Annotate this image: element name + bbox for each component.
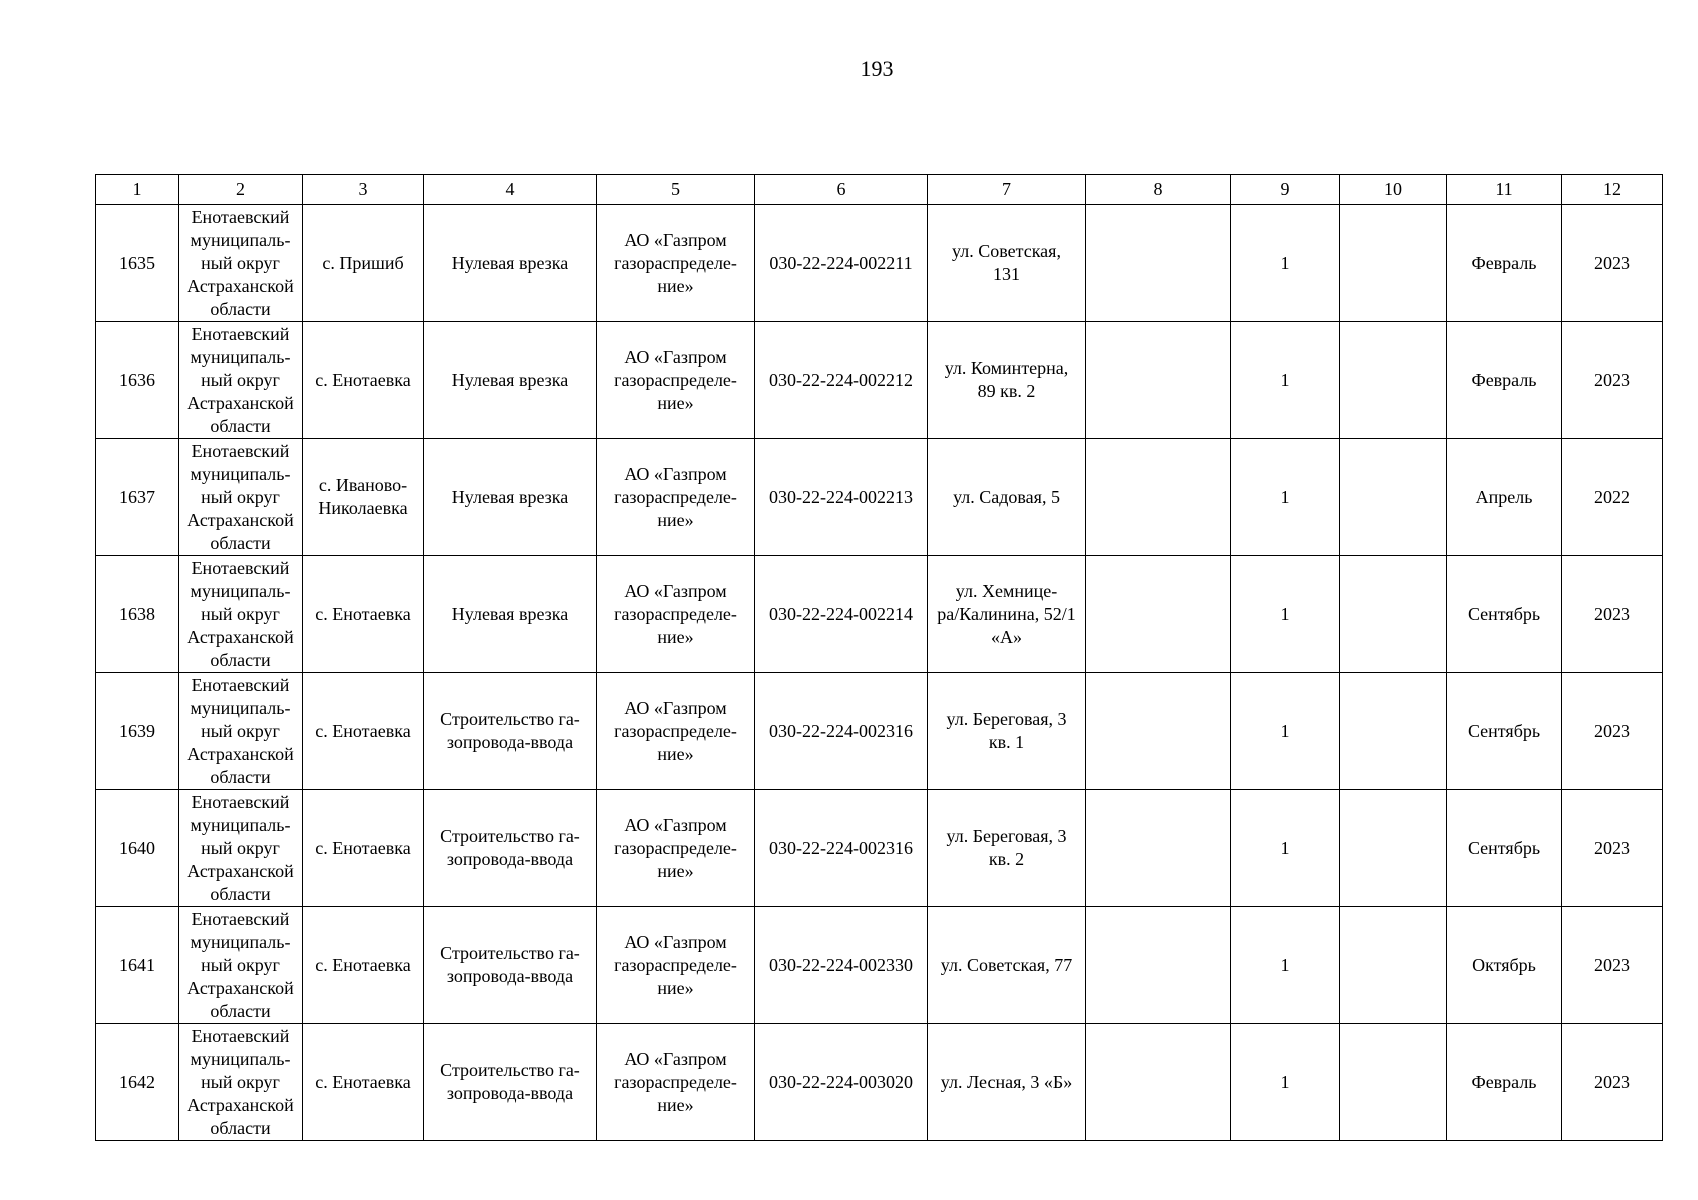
- work-type-cell-line: Строительство га-: [440, 943, 580, 963]
- table-header: [96, 175, 1663, 205]
- district-cell-line: Астраханской: [187, 509, 294, 530]
- organization-cell-line: АО «Газпром: [624, 1048, 727, 1069]
- row-number-cell: 1636: [96, 322, 179, 439]
- column-8-cell: [1086, 439, 1231, 556]
- organization-cell-line: ние»: [657, 275, 694, 296]
- district-cell-line: области: [210, 532, 271, 553]
- month-cell: Сентябрь: [1447, 790, 1562, 907]
- count-cell: 1: [1231, 439, 1340, 556]
- address-cell-line: 131: [993, 264, 1020, 284]
- work-type-cell: [424, 673, 597, 790]
- column-10-cell: [1340, 205, 1447, 322]
- column-8-cell: [1086, 790, 1231, 907]
- settlement-cell-line: с. Енотаевка: [315, 369, 411, 390]
- column-10-cell: [1340, 673, 1447, 790]
- count-cell: 1: [1231, 205, 1340, 322]
- month-cell: Сентябрь: [1447, 556, 1562, 673]
- year-cell: 2023: [1562, 322, 1663, 439]
- address-cell: [928, 790, 1086, 907]
- column-8-cell: [1086, 907, 1231, 1024]
- month-cell: Февраль: [1447, 205, 1562, 322]
- settlement-cell: [303, 205, 424, 322]
- column-header: 8: [1086, 175, 1231, 205]
- district-cell-line: ный округ: [201, 369, 280, 390]
- district-cell-line: Астраханской: [187, 743, 294, 764]
- organization-cell-line: ние»: [657, 977, 694, 998]
- column-header: 3: [303, 175, 424, 205]
- header-row: [96, 175, 1663, 205]
- address-cell-line: ул. Коминтерна,: [944, 358, 1069, 378]
- table-row: [96, 907, 1663, 1024]
- organization-cell-line: ние»: [657, 626, 694, 647]
- work-type-cell-line: Строительство га-: [440, 826, 580, 846]
- district-cell-line: муниципаль-: [190, 814, 291, 835]
- work-type-cell: [424, 205, 597, 322]
- address-cell-line: ул. Советская,: [952, 241, 1061, 261]
- year-cell: 2023: [1562, 673, 1663, 790]
- district-cell-line: муниципаль-: [190, 1048, 291, 1069]
- organization-cell-line: газораспределе-: [614, 1071, 737, 1092]
- settlement-cell-line: с. Енотаевка: [315, 837, 411, 858]
- table-body: [96, 205, 1663, 1141]
- address-cell-line: ра/Калинина, 52/1: [937, 603, 1076, 624]
- column-10-cell: [1340, 556, 1447, 673]
- column-8-cell: [1086, 556, 1231, 673]
- object-code-cell: 030-22-224-002212: [755, 322, 928, 439]
- district-cell-line: области: [210, 649, 271, 670]
- district-cell-line: Астраханской: [187, 275, 294, 296]
- work-type-cell: [424, 439, 597, 556]
- address-cell-line: ул. Советская, 77: [940, 954, 1073, 975]
- column-header: 12: [1562, 175, 1663, 205]
- district-cell-line: муниципаль-: [190, 580, 291, 601]
- district-cell-line: муниципаль-: [190, 463, 291, 484]
- address-cell: [928, 907, 1086, 1024]
- column-10-cell: [1340, 322, 1447, 439]
- work-type-cell: [424, 322, 597, 439]
- district-cell-line: области: [210, 415, 271, 436]
- work-type-cell-line: Нулевая врезка: [451, 603, 569, 624]
- work-type-cell-line: зопровода-ввода: [446, 966, 574, 986]
- table-row: [96, 673, 1663, 790]
- object-code-cell: 030-22-224-002211: [755, 205, 928, 322]
- organization-cell-line: ние»: [657, 860, 694, 881]
- row-number-cell: 1639: [96, 673, 179, 790]
- district-cell-line: ный округ: [201, 954, 280, 975]
- work-type-cell-line: Нулевая врезка: [451, 369, 569, 390]
- district-cell: [179, 322, 303, 439]
- column-10-cell: [1340, 1024, 1447, 1141]
- column-header: 6: [755, 175, 928, 205]
- organization-cell-line: АО «Газпром: [624, 346, 727, 367]
- column-8-cell: [1086, 205, 1231, 322]
- column-header: 10: [1340, 175, 1447, 205]
- organization-cell-line: АО «Газпром: [624, 814, 727, 835]
- address-cell-line: ул. Береговая, 3: [946, 826, 1067, 846]
- column-10-cell: [1340, 907, 1447, 1024]
- settlement-cell-line: с. Пришиб: [322, 252, 404, 273]
- district-cell-line: Астраханской: [187, 1094, 294, 1115]
- settlement-cell: [303, 556, 424, 673]
- settlement-cell-line: с. Енотаевка: [315, 954, 411, 975]
- table-row: [96, 1024, 1663, 1141]
- district-cell-line: области: [210, 298, 271, 319]
- organization-cell-line: газораспределе-: [614, 837, 737, 858]
- district-cell-line: Енотаевский: [191, 1025, 290, 1046]
- district-cell-line: Енотаевский: [191, 908, 290, 929]
- settlement-cell-line: с. Иваново-: [318, 475, 408, 495]
- address-cell-line: ул. Хемнице-: [955, 580, 1058, 601]
- object-code-cell: 030-22-224-002213: [755, 439, 928, 556]
- district-cell-line: Енотаевский: [191, 323, 290, 344]
- organization-cell: [597, 907, 755, 1024]
- month-cell: Сентябрь: [1447, 673, 1562, 790]
- address-cell-line: кв. 2: [988, 849, 1025, 869]
- month-cell: Октябрь: [1447, 907, 1562, 1024]
- district-cell-line: Астраханской: [187, 392, 294, 413]
- district-cell-line: ный округ: [201, 837, 280, 858]
- district-cell-line: области: [210, 766, 271, 787]
- count-cell: 1: [1231, 556, 1340, 673]
- work-type-cell-line: Нулевая врезка: [451, 486, 569, 507]
- organization-cell: [597, 790, 755, 907]
- district-cell-line: Астраханской: [187, 977, 294, 998]
- object-code-cell: 030-22-224-002316: [755, 673, 928, 790]
- row-number-cell: 1638: [96, 556, 179, 673]
- address-cell: [928, 673, 1086, 790]
- year-cell: 2023: [1562, 790, 1663, 907]
- settlement-cell-line: с. Енотаевка: [315, 1071, 411, 1092]
- column-header: 2: [179, 175, 303, 205]
- work-type-cell: [424, 1024, 597, 1141]
- settlement-cell-line: Николаевка: [318, 498, 408, 518]
- district-cell-line: Енотаевский: [191, 440, 290, 461]
- district-cell-line: муниципаль-: [190, 697, 291, 718]
- district-cell-line: Астраханской: [187, 860, 294, 881]
- organization-cell: [597, 556, 755, 673]
- district-cell-line: Енотаевский: [191, 557, 290, 578]
- organization-cell-line: газораспределе-: [614, 252, 737, 273]
- address-cell-line: ул. Береговая, 3: [946, 709, 1067, 729]
- district-cell-line: муниципаль-: [190, 346, 291, 367]
- table-row: [96, 322, 1663, 439]
- organization-cell-line: газораспределе-: [614, 486, 737, 507]
- column-header: 4: [424, 175, 597, 205]
- registry-table: [95, 174, 1663, 1141]
- row-number-cell: 1640: [96, 790, 179, 907]
- column-header: 7: [928, 175, 1086, 205]
- district-cell-line: муниципаль-: [190, 931, 291, 952]
- organization-cell-line: газораспределе-: [614, 954, 737, 975]
- organization-cell: [597, 205, 755, 322]
- settlement-cell: [303, 322, 424, 439]
- district-cell: [179, 907, 303, 1024]
- organization-cell-line: ние»: [657, 509, 694, 530]
- address-cell: [928, 556, 1086, 673]
- address-cell-line: 89 кв. 2: [977, 381, 1036, 401]
- work-type-cell-line: Строительство га-: [440, 1060, 580, 1080]
- district-cell: [179, 1024, 303, 1141]
- address-cell-line: кв. 1: [988, 732, 1025, 752]
- column-8-cell: [1086, 1024, 1231, 1141]
- organization-cell: [597, 1024, 755, 1141]
- address-cell-line: «А»: [991, 626, 1022, 647]
- column-header: 11: [1447, 175, 1562, 205]
- month-cell: Февраль: [1447, 1024, 1562, 1141]
- work-type-cell: [424, 556, 597, 673]
- address-cell-line: ул. Лесная, 3 «Б»: [940, 1071, 1073, 1092]
- organization-cell-line: ние»: [657, 1094, 694, 1115]
- column-10-cell: [1340, 790, 1447, 907]
- work-type-cell: [424, 790, 597, 907]
- settlement-cell: [303, 907, 424, 1024]
- organization-cell-line: газораспределе-: [614, 720, 737, 741]
- work-type-cell-line: зопровода-ввода: [446, 1083, 574, 1103]
- table-row: [96, 439, 1663, 556]
- district-cell: [179, 205, 303, 322]
- month-cell: Февраль: [1447, 322, 1562, 439]
- organization-cell: [597, 673, 755, 790]
- organization-cell-line: АО «Газпром: [624, 229, 727, 250]
- district-cell-line: муниципаль-: [190, 229, 291, 250]
- district-cell-line: ный округ: [201, 1071, 280, 1092]
- address-cell: [928, 322, 1086, 439]
- column-header: 1: [96, 175, 179, 205]
- row-number-cell: 1642: [96, 1024, 179, 1141]
- district-cell-line: области: [210, 883, 271, 904]
- object-code-cell: 030-22-224-002330: [755, 907, 928, 1024]
- settlement-cell: [303, 673, 424, 790]
- organization-cell: [597, 439, 755, 556]
- organization-cell-line: АО «Газпром: [624, 697, 727, 718]
- organization-cell-line: АО «Газпром: [624, 931, 727, 952]
- work-type-cell-line: Строительство га-: [440, 709, 580, 729]
- organization-cell-line: газораспределе-: [614, 369, 737, 390]
- count-cell: 1: [1231, 907, 1340, 1024]
- count-cell: 1: [1231, 790, 1340, 907]
- settlement-cell: [303, 1024, 424, 1141]
- page-number: 193: [860, 56, 894, 81]
- district-cell-line: области: [210, 1117, 271, 1138]
- row-number-cell: 1635: [96, 205, 179, 322]
- district-cell-line: области: [210, 1000, 271, 1021]
- column-header: 9: [1231, 175, 1340, 205]
- settlement-cell: [303, 439, 424, 556]
- district-cell-line: Енотаевский: [191, 674, 290, 695]
- district-cell-line: ный округ: [201, 252, 280, 273]
- settlement-cell-line: с. Енотаевка: [315, 720, 411, 741]
- district-cell: [179, 439, 303, 556]
- column-header: 5: [597, 175, 755, 205]
- column-10-cell: [1340, 439, 1447, 556]
- year-cell: 2023: [1562, 205, 1663, 322]
- district-cell: [179, 790, 303, 907]
- year-cell: 2022: [1562, 439, 1663, 556]
- address-cell: [928, 1024, 1086, 1141]
- settlement-cell-line: с. Енотаевка: [315, 603, 411, 624]
- organization-cell: [597, 322, 755, 439]
- district-cell-line: ный округ: [201, 603, 280, 624]
- district-cell-line: Енотаевский: [191, 791, 290, 812]
- column-8-cell: [1086, 673, 1231, 790]
- organization-cell-line: ние»: [657, 392, 694, 413]
- district-cell-line: Енотаевский: [191, 206, 290, 227]
- organization-cell-line: ние»: [657, 743, 694, 764]
- address-cell-line: ул. Садовая, 5: [953, 486, 1060, 507]
- object-code-cell: 030-22-224-002214: [755, 556, 928, 673]
- work-type-cell-line: зопровода-ввода: [446, 849, 574, 869]
- table-row: [96, 205, 1663, 322]
- month-cell: Апрель: [1447, 439, 1562, 556]
- table-row: [96, 556, 1663, 673]
- count-cell: 1: [1231, 1024, 1340, 1141]
- object-code-cell: 030-22-224-003020: [755, 1024, 928, 1141]
- count-cell: 1: [1231, 322, 1340, 439]
- count-cell: 1: [1231, 673, 1340, 790]
- work-type-cell-line: зопровода-ввода: [446, 732, 574, 752]
- district-cell: [179, 673, 303, 790]
- object-code-cell: 030-22-224-002316: [755, 790, 928, 907]
- address-cell: [928, 439, 1086, 556]
- year-cell: 2023: [1562, 907, 1663, 1024]
- organization-cell-line: АО «Газпром: [624, 463, 727, 484]
- district-cell-line: ный округ: [201, 486, 280, 507]
- settlement-cell: [303, 790, 424, 907]
- year-cell: 2023: [1562, 556, 1663, 673]
- row-number-cell: 1641: [96, 907, 179, 1024]
- row-number-cell: 1637: [96, 439, 179, 556]
- work-type-cell-line: Нулевая врезка: [451, 252, 569, 273]
- district-cell: [179, 556, 303, 673]
- district-cell-line: ный округ: [201, 720, 280, 741]
- district-cell-line: Астраханской: [187, 626, 294, 647]
- organization-cell-line: газораспределе-: [614, 603, 737, 624]
- work-type-cell: [424, 907, 597, 1024]
- year-cell: 2023: [1562, 1024, 1663, 1141]
- address-cell: [928, 205, 1086, 322]
- table-row: [96, 790, 1663, 907]
- organization-cell-line: АО «Газпром: [624, 580, 727, 601]
- column-8-cell: [1086, 322, 1231, 439]
